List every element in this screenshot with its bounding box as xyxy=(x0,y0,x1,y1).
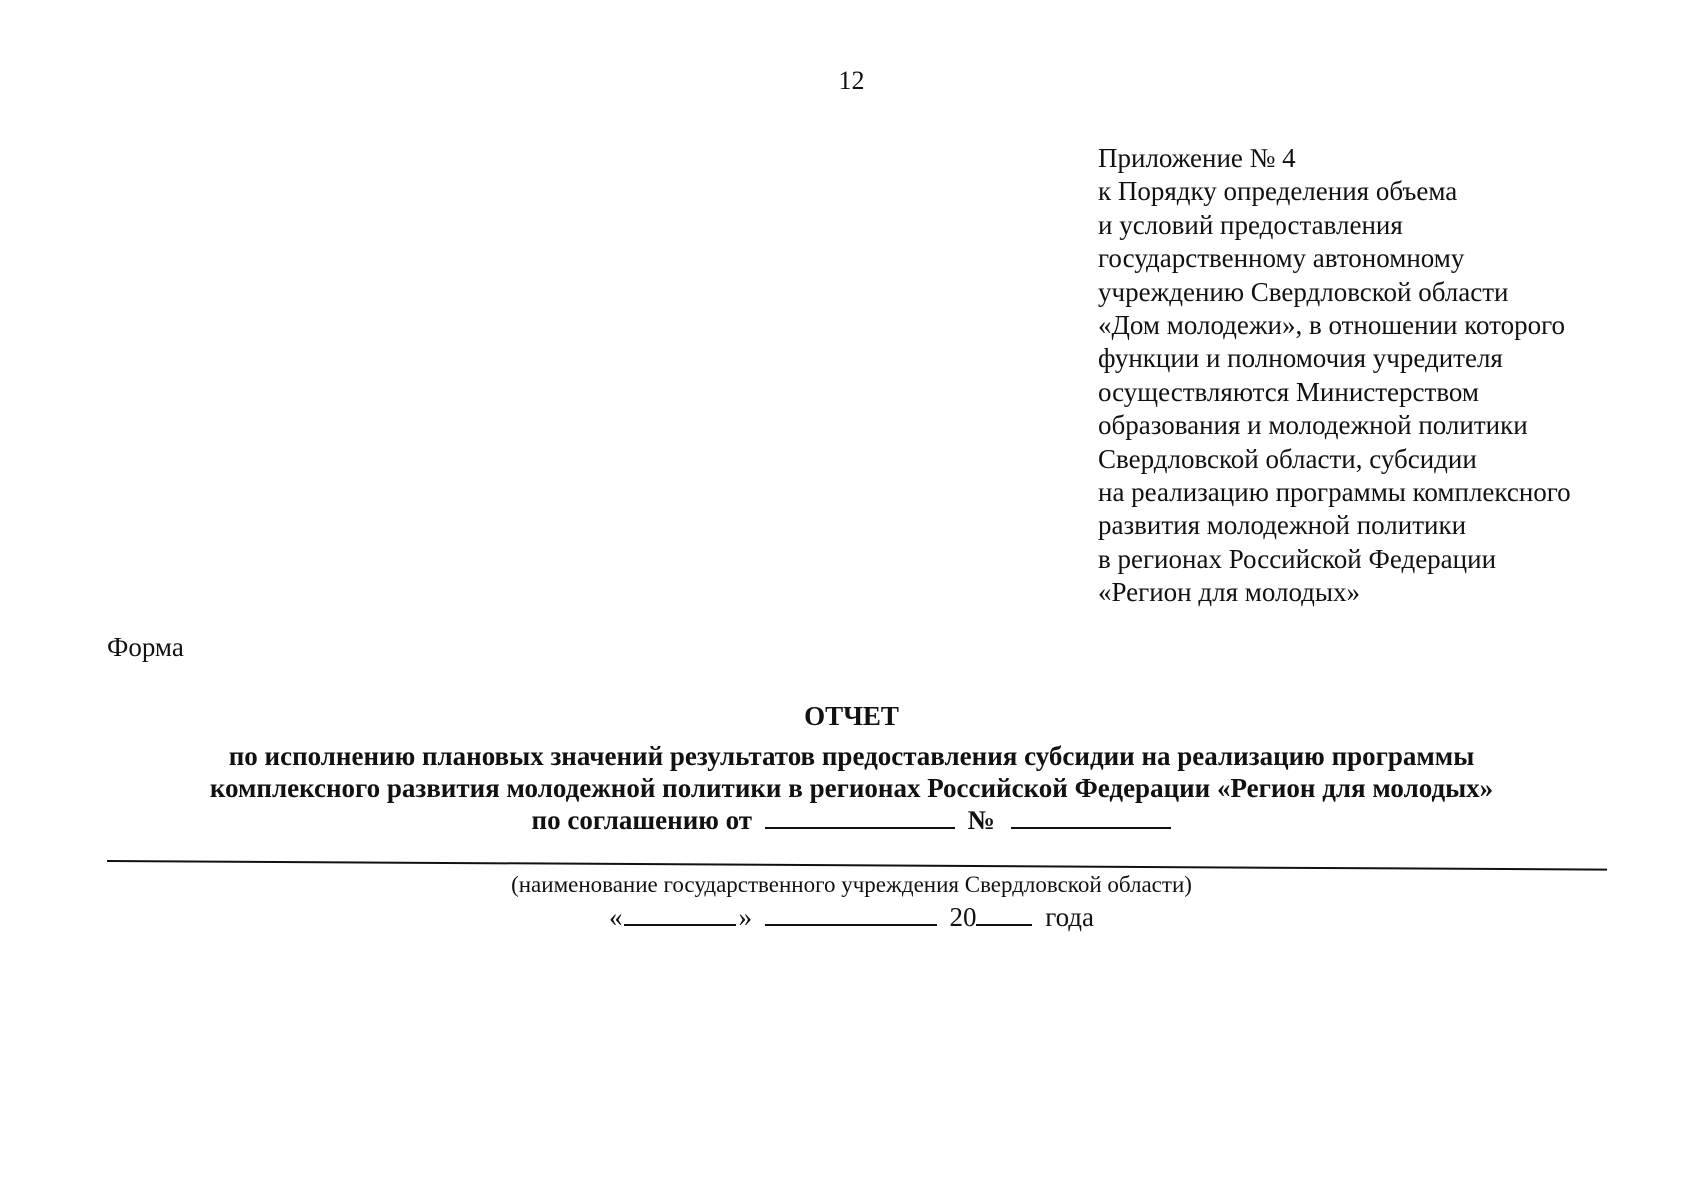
agreement-line xyxy=(0,804,1703,836)
annex-line: государственному автономному xyxy=(1098,243,1465,274)
page-number: 12 xyxy=(838,66,865,95)
annex-line: «Регион для молодых» xyxy=(1098,577,1361,608)
annex-line: и условий предоставления xyxy=(1098,209,1403,240)
agreement-number-blank[interactable] xyxy=(1011,805,1171,829)
annex-line: на реализацию программы комплексного xyxy=(1098,477,1571,508)
annex-line: к Порядку определения объема xyxy=(1098,176,1458,207)
open-quote: « xyxy=(608,902,623,932)
report-title: ОТЧЕТ xyxy=(804,701,899,731)
month-blank[interactable] xyxy=(765,902,937,926)
annex-line: образования и молодежной политики xyxy=(1098,410,1528,441)
annex-line: развития молодежной политики xyxy=(1098,510,1467,541)
report-subtitle-line-1: по исполнению плановых значений результатов предоставления субсидии на реализацию программы xyxy=(228,741,1475,771)
year-suffix: года xyxy=(1045,902,1095,932)
annex-line: Приложение № 4 xyxy=(1098,143,1296,173)
report-date-line xyxy=(0,902,1703,933)
annex-line: Свердловской области, субсидии xyxy=(1098,443,1477,474)
agreement-number-sign: № xyxy=(967,805,995,835)
annex-line: учреждению Свердловской области xyxy=(1098,276,1509,307)
annex-line: в регионах Российской Федерации xyxy=(1098,543,1497,574)
institution-name-line[interactable] xyxy=(107,860,1607,871)
day-blank[interactable] xyxy=(624,902,736,926)
institution-caption: (наименование государственного учреждения Свердловской области) xyxy=(511,872,1192,897)
annex-line: осуществляются Министерством xyxy=(1098,376,1479,407)
year-prefix: 20 xyxy=(949,902,977,932)
agreement-date-blank[interactable] xyxy=(765,805,955,829)
annex-line: «Дом молодежи», в отношении которого xyxy=(1098,310,1565,341)
annex-line: функции и полномочия учредителя xyxy=(1098,343,1503,374)
form-label: Форма xyxy=(107,632,184,662)
report-subtitle-line-2: комплексного развития молодежной политики в регионах Российской Федерации «Регион для молодых» xyxy=(209,773,1494,803)
close-quote: » xyxy=(738,902,752,932)
year-blank[interactable] xyxy=(976,902,1032,926)
agreement-prefix: по соглашению от xyxy=(531,805,753,835)
annex-block xyxy=(1098,142,1688,610)
